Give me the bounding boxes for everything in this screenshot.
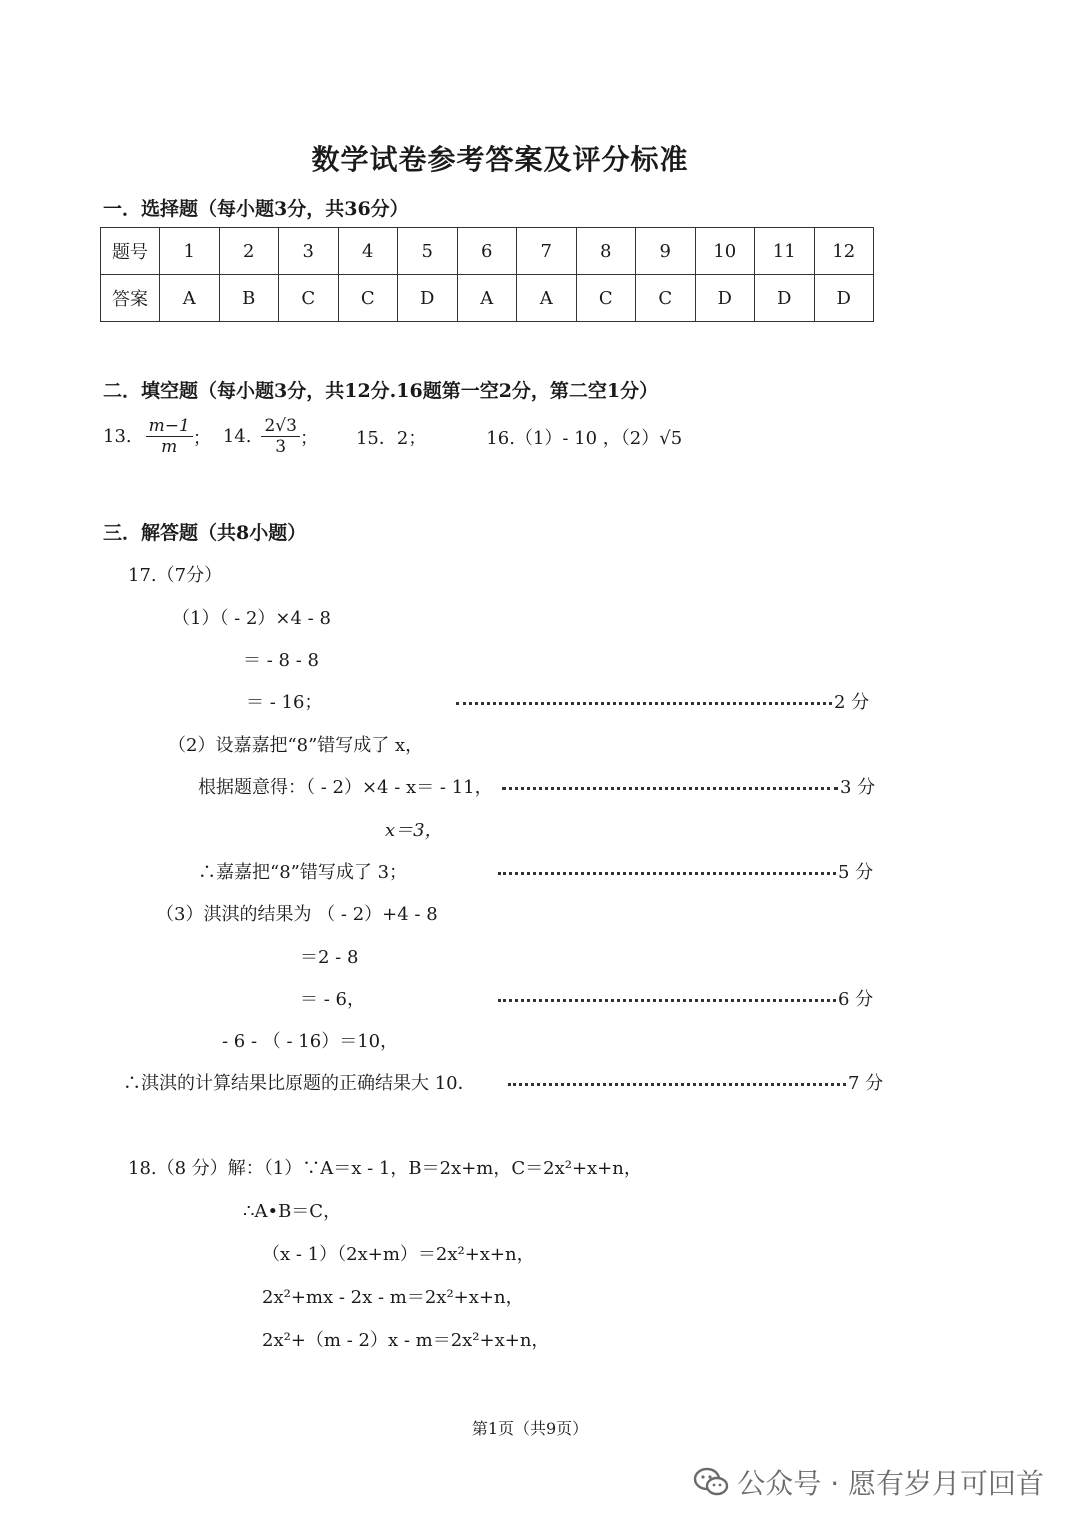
q17-line: ＝ - 16； (246, 692, 323, 713)
table-cell: 2 (219, 228, 279, 275)
table-cell: A (457, 275, 517, 322)
section3-heading: 三．解答题（共8小题） (103, 522, 307, 544)
q17-heading: 17.（7分） (128, 565, 223, 586)
q18-line: 2x²+mx - 2x - m＝2x²+x+n， (262, 1287, 524, 1308)
table-cell: 3 (279, 228, 339, 275)
score-text: 7 分 (848, 1073, 884, 1094)
q17-line: - 6 - （ - 16）＝10， (222, 1031, 399, 1052)
table-cell: 7 (517, 228, 577, 275)
table-row (101, 275, 874, 322)
q16-answer: 16.（1）- 10 ，（2）√5 (486, 427, 683, 449)
row-label: 答案 (101, 275, 160, 322)
score-mark (508, 1069, 883, 1095)
table-cell: C (576, 275, 636, 322)
table-cell: 5 (398, 228, 458, 275)
table-cell: 1 (160, 228, 220, 275)
table-cell: D (695, 275, 755, 322)
q18-line: ∴A•B＝C， (243, 1201, 342, 1222)
q14-fraction (261, 416, 299, 458)
watermark-text: 公众号 · 愿有岁月可回首 (737, 1467, 1044, 1500)
fill-answers-row (103, 416, 682, 458)
section1-heading: 一．选择题（每小题3分，共36分） (103, 198, 409, 220)
wechat-icon (693, 1467, 729, 1497)
q18-line: 2x²+（m - 2）x - m＝2x²+x+n， (262, 1330, 550, 1351)
q17-line: ＝ - 8 - 8 (243, 650, 319, 671)
q17-line: ∴淇淇的计算结果比原题的正确结果大 10． (123, 1073, 476, 1094)
table-cell: 10 (695, 228, 755, 275)
page-footer: 第1页（共9页） (471, 1419, 589, 1438)
q14-denominator: 3 (275, 437, 287, 458)
q17-line: x＝3， (385, 820, 443, 841)
q13-sep: ； (192, 427, 211, 449)
page-title: 数学试卷参考答案及评分标准 (311, 143, 689, 176)
q13-label: 13. (103, 426, 132, 448)
q17-line: ＝ - 6， (300, 989, 365, 1010)
q18-line: 18.（8 分）解：（1）∵A＝x - 1，B＝2x+m，C＝2x²+x+n， (128, 1158, 642, 1179)
q14-sep: ； (299, 427, 318, 449)
table-row (101, 228, 874, 275)
score-text: 6 分 (838, 989, 874, 1010)
table-cell: D (398, 275, 458, 322)
table-cell: 4 (338, 228, 398, 275)
q17-line: ＝2 - 8 (300, 947, 359, 968)
q17-line: ∴嘉嘉把“8”错写成了 3； (198, 862, 408, 883)
q17-line: （3）淇淇的结果为 （ - 2）+4 - 8 (156, 904, 438, 925)
table-cell: D (814, 275, 874, 322)
table-cell: C (636, 275, 696, 322)
q14-numerator: 2√3 (261, 416, 299, 437)
q13-fraction (146, 416, 193, 458)
table-cell: A (517, 275, 577, 322)
table-cell: 6 (457, 228, 517, 275)
q17-line: （1）（ - 2）×4 - 8 (172, 608, 331, 629)
q17-line: （2）设嘉嘉把“8”错写成了 x， (168, 735, 424, 756)
score-text: 5 分 (838, 862, 874, 883)
score-mark (456, 688, 869, 714)
q13-denominator: m (161, 437, 178, 458)
table-cell: B (219, 275, 279, 322)
score-text: 2 分 (834, 692, 870, 713)
score-mark (498, 858, 873, 884)
answer-table (100, 227, 874, 322)
q13-numerator: m−1 (146, 416, 193, 437)
q15-answer: 15．2； (355, 427, 427, 449)
q18-line: （x - 1）（2x+m）＝2x²+x+n， (262, 1244, 535, 1265)
table-cell: C (279, 275, 339, 322)
score-mark (502, 773, 875, 799)
score-text: 3 分 (840, 777, 876, 798)
q17-line: 根据题意得：（ - 2）×4 - x＝ - 11， (198, 777, 493, 798)
row-label: 题号 (101, 228, 160, 275)
table-cell: D (755, 275, 815, 322)
score-mark (498, 985, 873, 1011)
table-cell: 8 (576, 228, 636, 275)
table-cell: C (338, 275, 398, 322)
watermark (693, 1462, 1044, 1502)
table-cell: 9 (636, 228, 696, 275)
section2-heading: 二．填空题（每小题3分，共12分.16题第一空2分，第二空1分） (103, 380, 659, 402)
table-cell: A (160, 275, 220, 322)
table-cell: 12 (814, 228, 874, 275)
q14-label: 14. (222, 426, 252, 448)
table-cell: 11 (755, 228, 815, 275)
